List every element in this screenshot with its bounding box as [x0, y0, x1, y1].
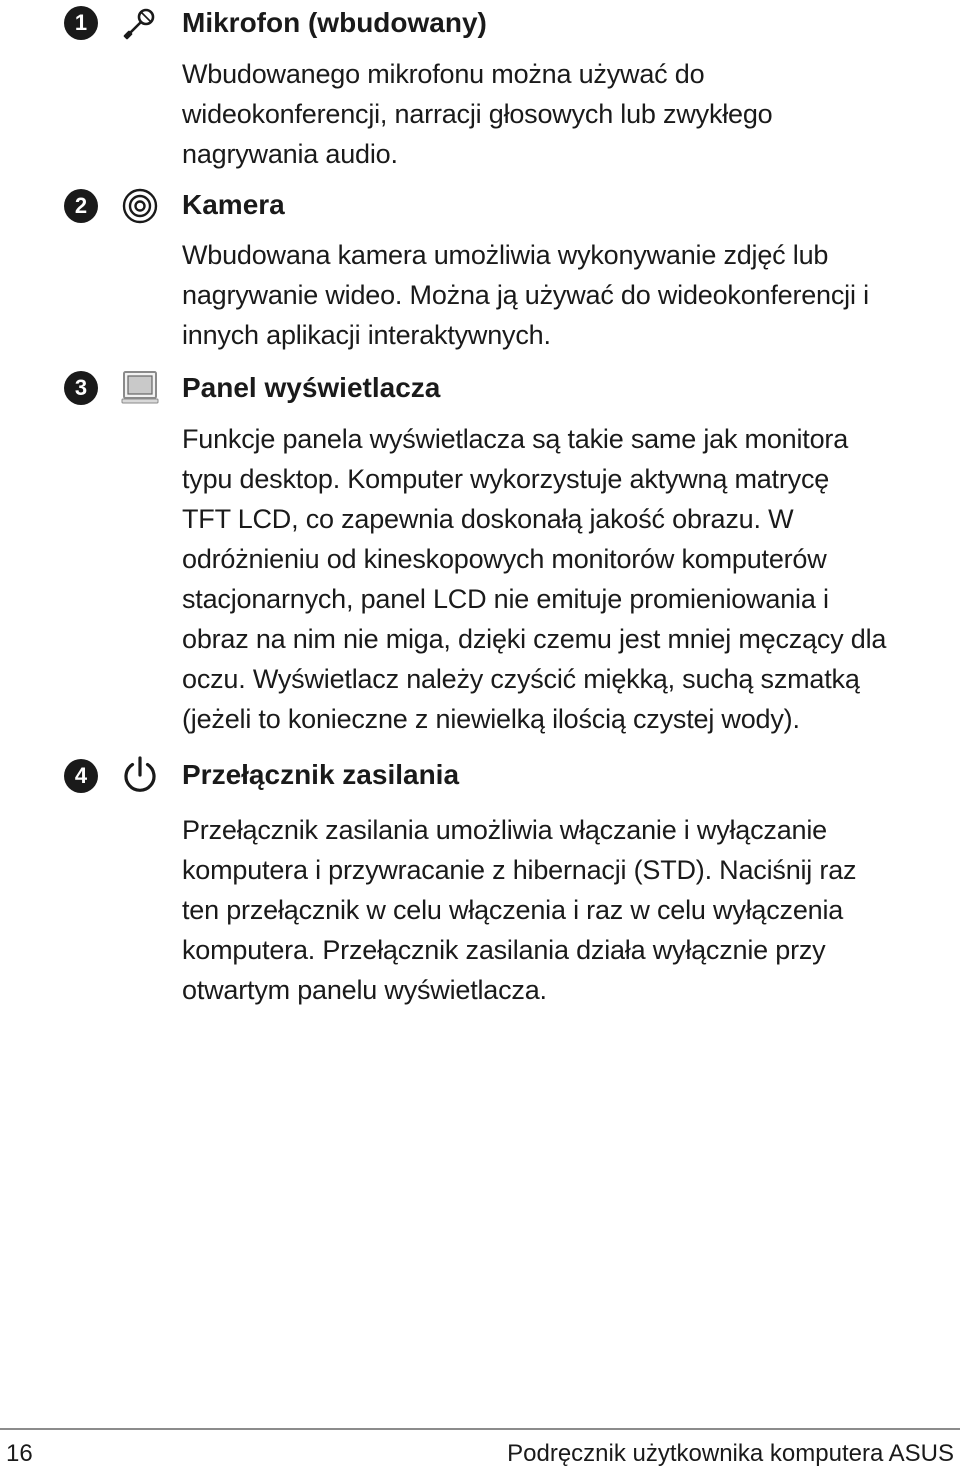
text-line: nagrywanie wideo. Można ją używać do wideokonferencji i [182, 280, 869, 310]
text-line: nagrywania audio. [182, 139, 398, 169]
section-description [182, 810, 960, 1010]
text-line: obraz na nim nie miga, dzięki czemu jest mniej męczący dla [182, 624, 887, 654]
text-line: komputera i przywracanie z hibernacji (STD). Naciśnij raz [182, 855, 857, 885]
text-line: otwartym panelu wyświetlacza. [182, 975, 547, 1005]
section-title: Kamera [182, 189, 285, 220]
text-line: oczu. Wyświetlacz należy czyścić miękką, suchą szmatką [182, 664, 860, 694]
text-line: Przełącznik zasilania umożliwia włączanie i wyłączanie [182, 815, 827, 845]
text-line: Funkcje panela wyświetlacza są takie same jak monitora [182, 424, 849, 454]
text-line: typu desktop. Komputer wykorzystuje aktywną matrycę [182, 464, 830, 494]
section-title: Panel wyświetlacza [182, 372, 441, 403]
number-badge: 3 [64, 371, 98, 405]
section-description [182, 419, 960, 739]
footer-divider [0, 1428, 960, 1430]
section-title: Przełącznik zasilania [182, 759, 460, 790]
text-line: Wbudowana kamera umożliwia wykonywanie zdjęć lub [182, 240, 829, 270]
text-line: innych aplikacji interaktywnych. [182, 320, 551, 350]
camera-icon [120, 186, 160, 226]
page-number: 16 [6, 1440, 33, 1467]
section-title: Mikrofon (wbudowany) [182, 7, 487, 38]
text-line: wideokonferencji, narracji głosowych lub zwykłego [182, 99, 773, 129]
display-panel-icon [120, 368, 160, 408]
number-badge: 1 [64, 6, 98, 40]
text-line: TFT LCD, co zapewnia doskonałą jakość obrazu. W [182, 504, 794, 534]
section-description [182, 235, 960, 355]
text-line: (jeżeli to konieczne z niewielką ilością czystej wody). [182, 704, 800, 734]
microphone-icon [120, 3, 160, 43]
text-line: ten przełącznik w celu włączenia i raz w celu wyłączenia [182, 895, 844, 925]
text-line: komputera. Przełącznik zasilania działa wyłącznie przy [182, 935, 826, 965]
power-icon [120, 755, 160, 795]
section-description [182, 54, 960, 174]
number-badge: 2 [64, 189, 98, 223]
text-line: stacjonarnych, panel LCD nie emituje promieniowania i [182, 584, 829, 614]
number-badge: 4 [64, 759, 98, 793]
text-line: odróżnieniu od kineskopowych monitorów komputerów [182, 544, 827, 574]
text-line: Wbudowanego mikrofonu można używać do [182, 59, 705, 89]
manual-title: Podręcznik użytkownika komputera ASUS [507, 1440, 954, 1467]
